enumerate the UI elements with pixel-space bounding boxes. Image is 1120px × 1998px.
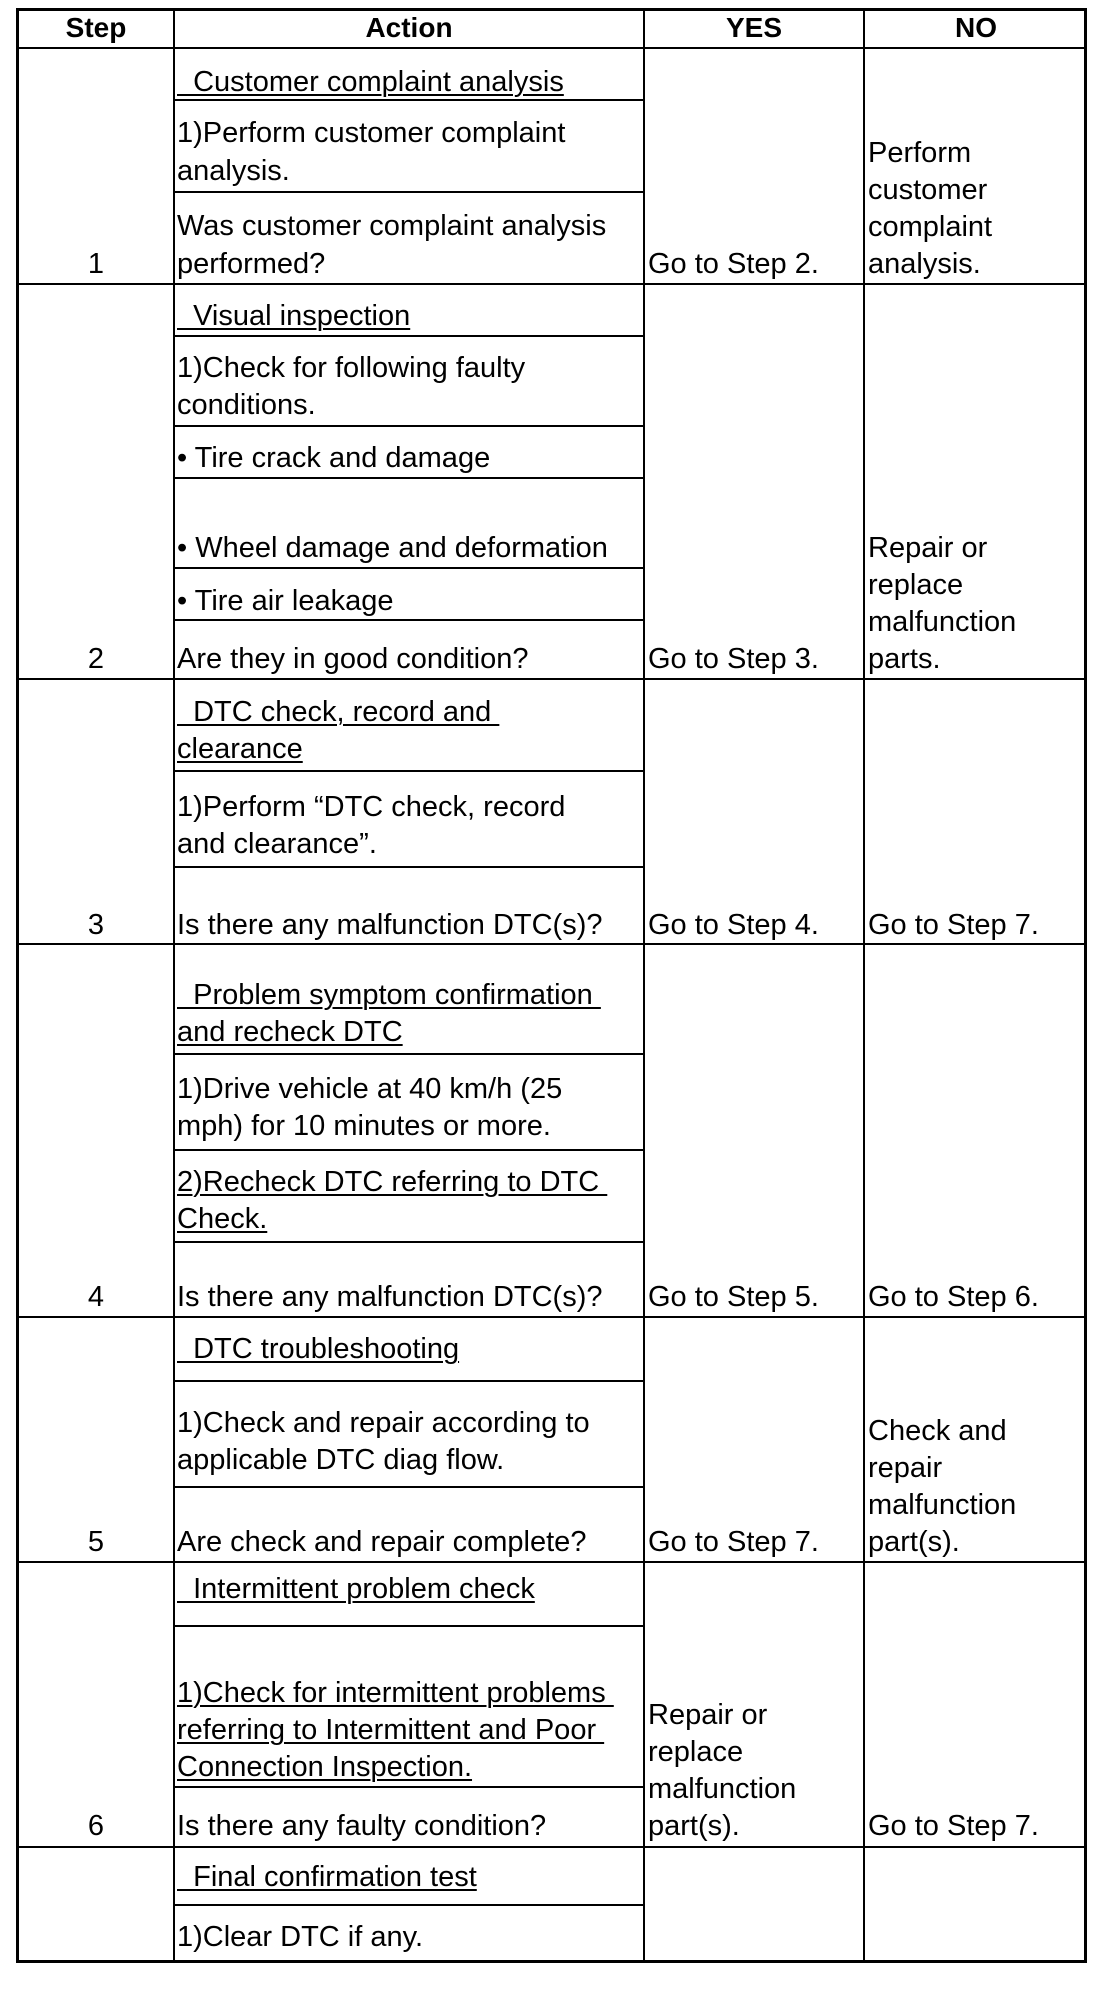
step-title: DTC troubleshooting <box>177 1333 460 1365</box>
yes-text: Go to Step 4. <box>648 909 819 941</box>
no-text: parts. <box>868 643 941 675</box>
action-line: analysis. <box>177 155 290 187</box>
yes-text: Go to Step 3. <box>648 643 819 675</box>
no-text: analysis. <box>868 248 981 280</box>
action-line: 1)Clear DTC if any. <box>177 1921 424 1953</box>
yes-text: Go to Step 7. <box>648 1526 819 1558</box>
action-link[interactable]: referring to Intermittent and Poor <box>177 1714 605 1746</box>
question-line: Are check and repair complete? <box>177 1526 587 1558</box>
action-line: 1)Perform customer complaint <box>177 117 566 149</box>
row-divider <box>19 1561 1084 1563</box>
action-link[interactable]: 2)Recheck DTC referring to DTC <box>177 1166 608 1198</box>
row-divider <box>19 678 1084 680</box>
yes-text: Repair or <box>648 1699 768 1731</box>
step-number: 2 <box>87 643 105 675</box>
no-text: customer <box>868 174 988 206</box>
action-line: • Tire air leakage <box>177 585 394 617</box>
question-line: Is there any faulty condition? <box>177 1810 547 1842</box>
question-line: Are they in good condition? <box>177 643 529 675</box>
header-yes: YES <box>725 12 783 43</box>
row-divider <box>19 283 1084 285</box>
no-text: part(s). <box>868 1526 960 1558</box>
yes-text: malfunction <box>648 1773 797 1805</box>
step-number: 4 <box>87 1281 105 1313</box>
procedure-table <box>16 8 1087 1963</box>
action-line: • Tire crack and damage <box>177 442 491 474</box>
no-text: Perform <box>868 137 972 169</box>
header-step: Step <box>65 12 127 43</box>
row-divider <box>19 47 1084 49</box>
question-line: Was customer complaint analysis <box>177 210 607 242</box>
header-action: Action <box>365 12 453 43</box>
no-text: Go to Step 7. <box>868 909 1039 941</box>
step-number: 5 <box>87 1526 105 1558</box>
no-text: Check and <box>868 1415 1007 1447</box>
action-line: and clearance”. <box>177 828 377 860</box>
no-text: malfunction <box>868 1489 1017 1521</box>
action-line: • Wheel damage and deformation <box>177 532 608 564</box>
step-title: and recheck DTC <box>177 1016 403 1048</box>
col-divider <box>863 11 865 1960</box>
action-link[interactable]: Check. <box>177 1203 268 1235</box>
no-text: Go to Step 6. <box>868 1281 1039 1313</box>
no-text: complaint <box>868 211 993 243</box>
action-line: mph) for 10 minutes or more. <box>177 1110 551 1142</box>
row-divider <box>19 1846 1084 1848</box>
step-title: Final confirmation test <box>177 1861 477 1893</box>
header-no: NO <box>955 12 997 43</box>
yes-text: Go to Step 5. <box>648 1281 819 1313</box>
action-line: 1)Drive vehicle at 40 km/h (25 <box>177 1073 563 1105</box>
col-divider <box>643 11 645 1960</box>
step-number: 6 <box>87 1810 105 1842</box>
action-link[interactable]: Connection Inspection. <box>177 1751 473 1783</box>
no-text: replace <box>868 569 964 601</box>
col-divider <box>173 11 175 1960</box>
step-title: Customer complaint analysis <box>177 66 564 98</box>
action-line: 1)Perform “DTC check, record <box>177 791 566 823</box>
action-line: applicable DTC diag flow. <box>177 1444 505 1476</box>
no-text: malfunction <box>868 606 1017 638</box>
row-divider <box>19 1316 1084 1318</box>
action-line: conditions. <box>177 389 316 421</box>
yes-text: replace <box>648 1736 744 1768</box>
step-title: DTC check, record and <box>177 696 500 728</box>
action-line: 1)Check for following faulty <box>177 352 526 384</box>
yes-text: Go to Step 2. <box>648 248 819 280</box>
step-title: Problem symptom confirmation <box>177 979 601 1011</box>
step-title: Intermittent problem check <box>177 1573 535 1605</box>
action-link[interactable]: 1)Check for intermittent problems <box>177 1677 614 1709</box>
step-title: clearance <box>177 733 303 765</box>
no-text: Go to Step 7. <box>868 1810 1039 1842</box>
no-text: repair <box>868 1452 943 1484</box>
question-line: performed? <box>177 248 326 280</box>
yes-text: part(s). <box>648 1810 740 1842</box>
step-number: 1 <box>87 248 105 280</box>
question-line: Is there any malfunction DTC(s)? <box>177 909 603 941</box>
action-line: 1)Check and repair according to <box>177 1407 590 1439</box>
no-text: Repair or <box>868 532 988 564</box>
step-title: Visual inspection <box>177 300 411 332</box>
question-line: Is there any malfunction DTC(s)? <box>177 1281 603 1313</box>
step-number: 3 <box>87 909 105 941</box>
